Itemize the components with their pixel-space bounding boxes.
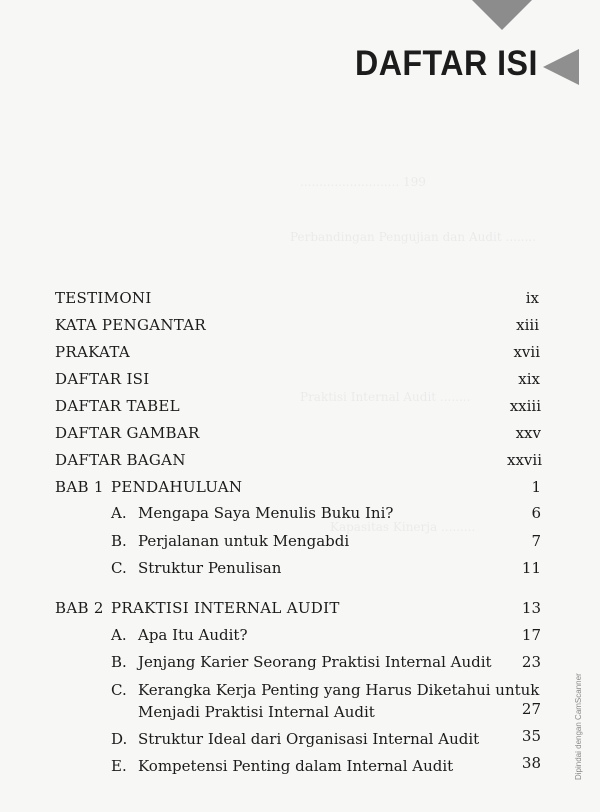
toc-section-entry[interactable]: Mengapa Saya Menulis Buku Ini? <box>138 504 394 522</box>
toc-entry-prakata[interactable]: PRAKATA <box>55 343 130 361</box>
toc-entry-kata-pengantar[interactable]: KATA PENGANTAR <box>55 316 207 334</box>
toc-page-number: 38 <box>521 754 541 772</box>
chapter-label: BAB 2 <box>55 599 104 617</box>
toc-page-number: 35 <box>521 727 541 745</box>
toc-section-entry[interactable]: Kompetensi Penting dalam Internal Audit <box>138 757 454 775</box>
toc-page-number: 11 <box>521 559 541 577</box>
section-letter: A. <box>111 504 127 522</box>
section-letter: B. <box>111 532 127 550</box>
toc-page-number: xxiii <box>509 397 541 415</box>
toc-section-entry[interactable]: Perjalanan untuk Mengabdi <box>138 532 350 550</box>
chapter-label: BAB 1 <box>55 478 104 496</box>
toc-entry-testimoni[interactable]: TESTIMONI <box>55 289 152 307</box>
section-letter: D. <box>111 730 128 748</box>
toc-page-number: 1 <box>531 478 541 496</box>
section-letter: C. <box>111 681 127 699</box>
toc-page-number: xix <box>518 370 540 388</box>
toc-page-number: 6 <box>531 504 541 522</box>
toc-page-number: xxv <box>515 424 541 442</box>
toc-page-number: xiii <box>516 316 539 334</box>
toc-page-number: xxvii <box>507 451 542 469</box>
section-letter: E. <box>111 757 127 775</box>
toc-page-number: ix <box>525 289 539 307</box>
scanner-watermark: Dipindai dengan CamScanner <box>574 673 583 780</box>
section-letter: B. <box>111 653 127 671</box>
toc-entry-daftar-isi[interactable]: DAFTAR ISI <box>55 370 150 388</box>
toc-entry-daftar-bagan[interactable]: DAFTAR BAGAN <box>55 451 186 469</box>
toc-section-entry[interactable]: Jenjang Karier Seorang Praktisi Internal Audit <box>138 653 492 671</box>
toc-chapter-praktisi-internal-audit[interactable]: PRAKTISI INTERNAL AUDIT <box>111 599 340 617</box>
section-letter: A. <box>111 626 127 644</box>
toc-page-number: 23 <box>521 653 541 671</box>
section-letter: C. <box>111 559 127 577</box>
toc-section-entry[interactable]: Apa Itu Audit? <box>138 626 248 644</box>
toc-section-entry[interactable]: Struktur Penulisan <box>138 559 282 577</box>
toc-section-entry[interactable]: Struktur Ideal dari Organisasi Internal Audit <box>138 730 480 748</box>
toc-page-number: 17 <box>521 626 541 644</box>
toc-page-number: 13 <box>521 599 541 617</box>
toc-chapter-pendahuluan[interactable]: PENDAHULUAN <box>111 478 243 496</box>
toc-section-entry[interactable]: Kerangka Kerja Penting yang Harus Diketahui untuk <box>138 681 540 699</box>
toc-page-number: 7 <box>531 532 541 550</box>
toc-entry-daftar-tabel[interactable]: DAFTAR TABEL <box>55 397 180 415</box>
toc-entry-daftar-gambar[interactable]: DAFTAR GAMBAR <box>55 424 200 442</box>
toc-section-entry-continued[interactable]: Menjadi Praktisi Internal Audit <box>138 703 375 721</box>
toc-page-number: 27 <box>521 700 541 718</box>
toc-page-number: xvii <box>513 343 540 361</box>
page-title: DAFTAR ISI <box>355 44 538 83</box>
